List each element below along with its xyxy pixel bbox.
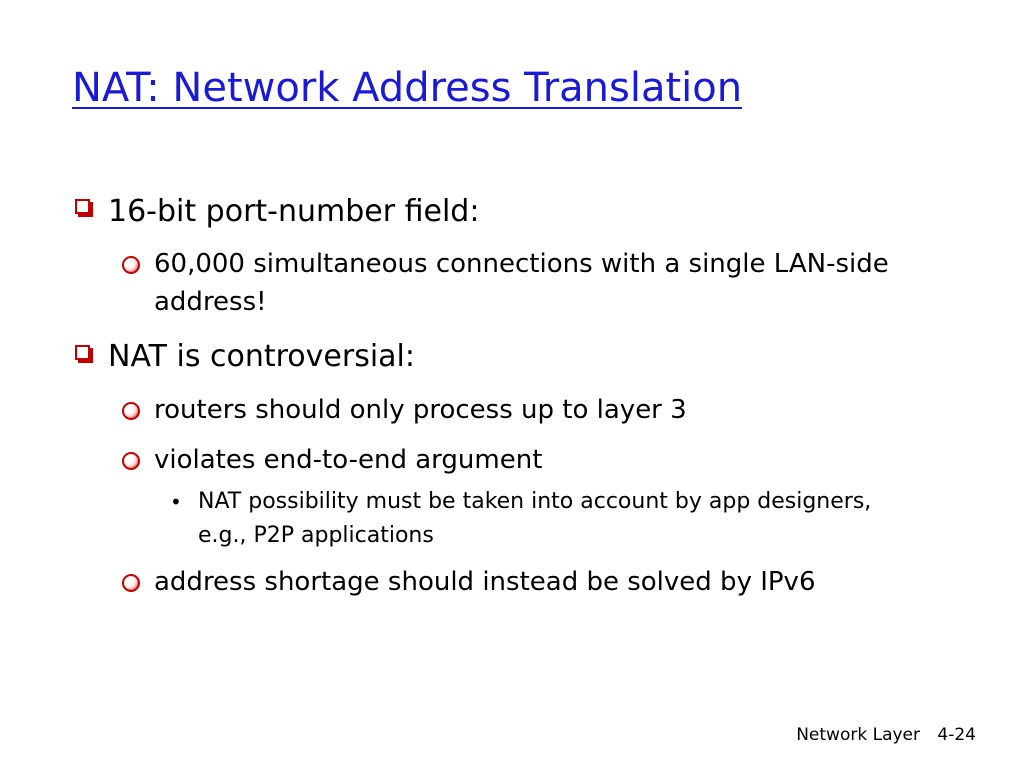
bullet-item-level-2: address shortage should instead be solved by IPv6 [154, 567, 816, 597]
bullet-item-level-1: 16-bit port-number field: [108, 194, 480, 229]
slide-title: NAT: Network Address Translation [72, 65, 743, 111]
sphere-bullet-icon [122, 452, 140, 470]
sphere-bullet-icon [122, 574, 140, 592]
bullet-item-level-2: routers should only process up to layer 3 [154, 395, 687, 425]
square-box-bullet-icon [75, 345, 90, 360]
bullet-item-level-2: violates end-to-end argument [154, 445, 543, 475]
bullet-item-level-2: 60,000 simultaneous connections with a single LAN-side address! [154, 249, 889, 317]
slide-footer [796, 724, 976, 746]
dot-bullet-icon: • [170, 490, 182, 514]
bullet-item-level-1: NAT is controversial: [108, 339, 415, 374]
sphere-bullet-icon [122, 402, 140, 420]
square-box-bullet-icon [75, 199, 90, 214]
sphere-bullet-icon [122, 256, 140, 274]
footer-section-label: Network Layer [796, 725, 920, 745]
bullet-item-level-3: NAT possibility must be taken into account by app designers, e.g., P2P applications [198, 489, 872, 548]
footer-page-number: 4-24 [937, 725, 976, 745]
